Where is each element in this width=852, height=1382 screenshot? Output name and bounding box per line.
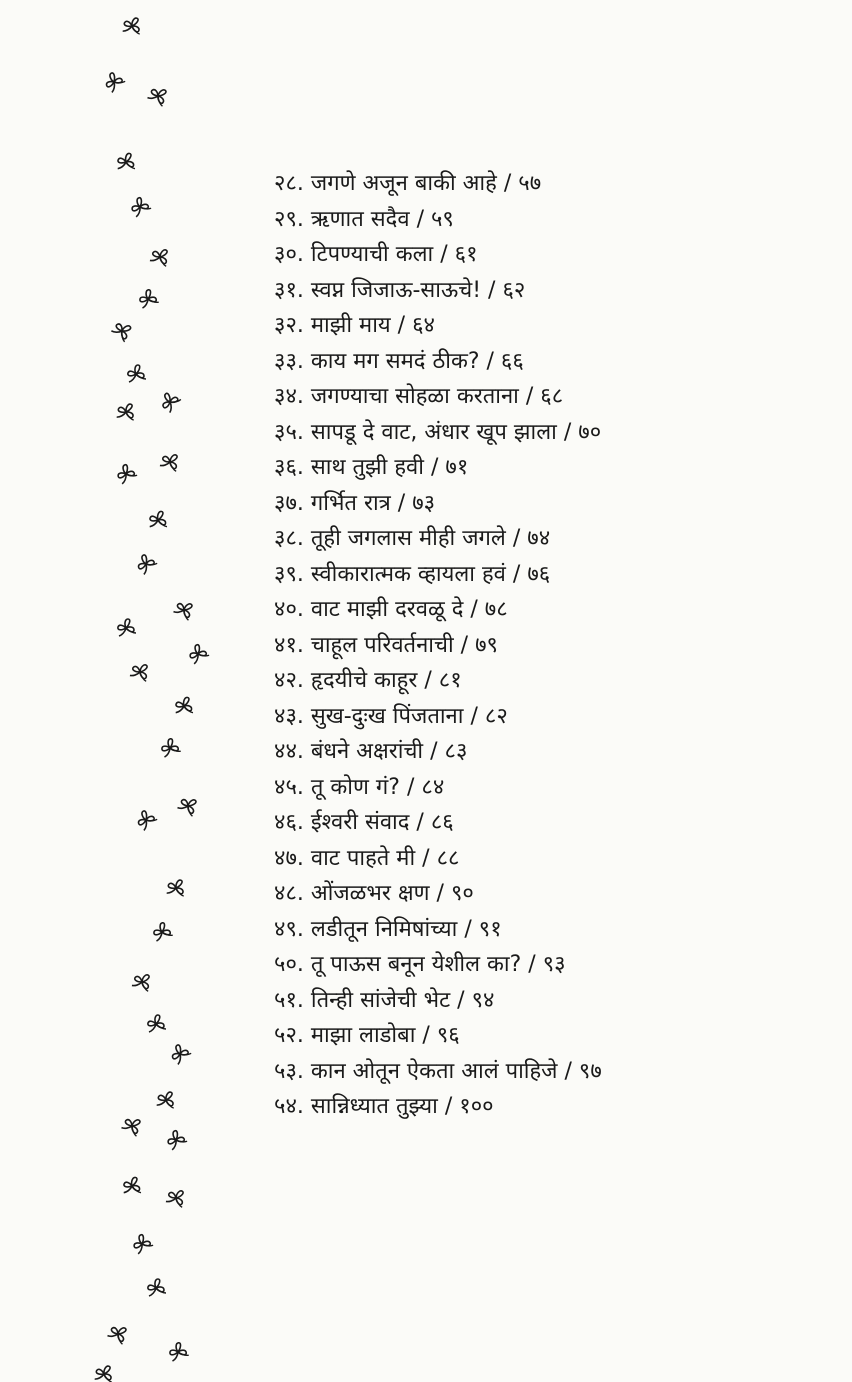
floral-sprig-icon <box>175 696 196 716</box>
toc-entry-page: ७८ <box>484 597 508 622</box>
toc-entry-title: तूही जगलास मीही जगले <box>310 526 506 551</box>
toc-entry-page: ६१ <box>454 242 478 267</box>
toc-entry-page: ६८ <box>540 384 564 409</box>
toc-entry-title: कान ओतून ऐकता आलं पाहिजे <box>310 1058 558 1084</box>
toc-entry-page: ९१ <box>478 916 502 942</box>
floral-sprig-icon <box>165 1128 188 1150</box>
toc-entry-title: सान्निध्यात तुझ्या <box>310 1094 438 1119</box>
toc-entry-number: ३८. <box>274 526 304 551</box>
floral-sprig-icon <box>168 1341 189 1361</box>
floral-sprig-icon <box>148 1279 166 1296</box>
floral-sprig-icon <box>165 1186 189 1210</box>
toc-entry-number: ४६. <box>274 810 304 835</box>
floral-sprig-icon <box>156 1089 179 1111</box>
toc-entry-title: वाट माझी दरवळू दे <box>310 597 464 622</box>
toc-entry-title: तू पाऊस बनून येशील का? <box>310 952 522 977</box>
toc-entry-number: ४५. <box>274 774 304 800</box>
toc-entry: ४३. सुख-दुःख पिंजताना / ८२ <box>274 703 508 729</box>
toc-entry-number: ४२. <box>274 668 304 693</box>
floral-sprig-icon <box>166 877 189 899</box>
toc-entry-number: ४९. <box>274 916 304 942</box>
toc-entry-number: ५४. <box>274 1094 304 1119</box>
toc-entry-page: १०० <box>459 1094 494 1119</box>
toc-entry-title: बंधने अक्षरांची <box>310 739 424 764</box>
floral-sprig-icon <box>173 598 198 623</box>
toc-entry: ४४. बंधने अक्षरांची / ८३ <box>274 739 468 764</box>
floral-sprig-icon <box>159 450 183 474</box>
toc-entry-page: ८३ <box>444 739 468 764</box>
toc-entry-title: माझी माय <box>310 313 391 338</box>
toc-entry-title: सापडू दे वाट, अंधार खूप झाला <box>310 419 557 445</box>
floral-sprig-icon <box>148 1015 166 1032</box>
toc-entry-title: ओंजळभर क्षण <box>310 881 430 906</box>
toc-entry-page: ९३ <box>542 952 566 977</box>
floral-sprig-icon <box>138 288 159 308</box>
floral-sprig-icon <box>147 84 172 109</box>
toc-entry-page: ५९ <box>430 206 454 232</box>
toc-entry-page: ८४ <box>421 774 445 800</box>
toc-entry-number: ५१. <box>274 987 304 1013</box>
toc-entry-title: ऋणात सदैव <box>310 206 410 232</box>
toc-entry: ३१. स्वप्न जिजाऊ-साऊचे! / ६२ <box>274 277 526 303</box>
toc-entry-title: जगण्याचा सोहळा करताना <box>310 384 519 409</box>
toc-entry-page: ९४ <box>471 987 495 1013</box>
toc-entry: ३३. काय मग समदं ठीक? / ६६ <box>274 348 524 374</box>
toc-entry: ४१. चाहूल परिवर्तनाची / ७९ <box>274 632 498 658</box>
toc-entry-page: ८८ <box>436 845 460 871</box>
toc-entry-number: ३३. <box>274 348 304 374</box>
toc-entry-number: ३९. <box>274 561 304 587</box>
toc-entry-number: ४१. <box>274 632 304 658</box>
toc-entry: ३६. साथ तुझी हवी / ७१ <box>274 455 469 480</box>
toc-entry-number: ३५. <box>274 419 304 445</box>
floral-sprig-icon <box>129 660 153 684</box>
floral-sprig-icon <box>128 365 146 382</box>
floral-sprig-icon <box>134 807 158 831</box>
toc-entry-page: ६६ <box>500 348 524 374</box>
toc-entry-number: २८. <box>274 171 304 196</box>
floral-sprig-icon <box>131 1232 154 1254</box>
table-of-contents <box>274 166 602 1125</box>
floral-sprig-icon <box>129 195 152 217</box>
toc-entry-title: वाट पाहते मी <box>310 845 416 871</box>
toc-entry-page: ९७ <box>578 1058 602 1084</box>
floral-sprig-icon <box>123 1176 144 1196</box>
floral-sprig-icon <box>94 1363 117 1382</box>
toc-entry-title: सुख-दुःख पिंजताना <box>310 703 464 729</box>
toc-entry-title: स्वीकारात्मक व्हायला हवं <box>310 561 506 587</box>
toc-entry-number: ५२. <box>274 1023 304 1048</box>
toc-entry-number: ३६. <box>274 455 304 480</box>
toc-entry: ४२. हृदयीचे काहूर / ८१ <box>274 668 462 693</box>
toc-entry: ३९. स्वीकारात्मक व्हायला हवं / ७६ <box>274 561 551 587</box>
toc-entry-number: ३७. <box>274 490 304 516</box>
floral-sprig-icon <box>152 921 173 941</box>
floral-sprig-icon <box>168 1041 192 1065</box>
toc-entry-number: ४४. <box>274 739 304 764</box>
toc-entry-number: ४३. <box>274 703 304 729</box>
toc-entry: ५२. माझा लाडोबा / ९६ <box>274 1023 460 1048</box>
toc-entry-page: ७६ <box>527 561 551 587</box>
toc-entry: ४६. ईश्वरी संवाद / ८६ <box>274 810 454 835</box>
toc-entry-page: ९० <box>450 881 474 906</box>
toc-entry: २८. जगणे अजून बाकी आहे / ५७ <box>274 171 542 196</box>
toc-entry: ३४. जगण्याचा सोहळा करताना / ६८ <box>274 384 564 409</box>
toc-entry: ५३. कान ओतून ऐकता आलं पाहिजे / ९७ <box>274 1058 602 1084</box>
floral-sprig-icon <box>121 1114 146 1139</box>
floral-sprig-icon <box>116 401 139 423</box>
toc-entry-number: २९. <box>274 206 304 232</box>
toc-entry-page: ७१ <box>445 455 469 480</box>
toc-entry: ४८. ओंजळभर क्षण / ९० <box>274 881 474 906</box>
toc-entry-number: ३४. <box>274 384 304 409</box>
toc-entry: ३७. गर्भित रात्र / ७३ <box>274 490 436 516</box>
floral-sprig-icon <box>107 1322 132 1347</box>
toc-entry-title: जगणे अजून बाकी आहे <box>310 171 497 196</box>
toc-entry: ५४. सान्निध्यात तुझ्या / १०० <box>274 1094 494 1119</box>
floral-sprig-icon <box>102 69 126 93</box>
floral-sprig-icon <box>111 319 136 344</box>
toc-entry-number: ३१. <box>274 277 304 303</box>
toc-entry: ५१. तिन्ही सांजेची भेट / ९४ <box>274 987 495 1013</box>
toc-entry: ३०. टिपण्याची कला / ६१ <box>274 242 478 267</box>
floral-sprig-icon <box>131 970 155 994</box>
floral-sprig-icon <box>115 462 138 484</box>
floral-sprig-icon <box>149 245 173 269</box>
toc-entry-title: काय मग समदं ठीक? <box>310 348 480 374</box>
toc-entry-title: हृदयीचे काहूर <box>310 668 418 693</box>
toc-entry-title: ईश्वरी संवाद <box>310 810 410 835</box>
floral-sprig-icon <box>177 794 202 819</box>
toc-entry-title: चाहूल परिवर्तनाची <box>310 632 454 658</box>
floral-sprig-icon <box>118 619 136 636</box>
floral-sprig-icon <box>160 737 181 757</box>
toc-entry-title: तू कोण गं? <box>310 774 400 800</box>
toc-entry-title: लडीतून निमिषांच्या <box>310 916 458 942</box>
toc-entry-page: ६४ <box>412 313 435 338</box>
toc-entry-number: ५०. <box>274 952 304 977</box>
toc-entry-page: ८१ <box>438 668 462 693</box>
toc-entry-page: ७३ <box>412 490 436 516</box>
toc-entry-number: ४७. <box>274 845 304 871</box>
toc-entry: ३५. सापडू दे वाट, अंधार खूप झाला / ७० <box>274 419 602 445</box>
toc-entry: ४५. तू कोण गं? / ८४ <box>274 774 445 800</box>
toc-entry-page: ५७ <box>518 171 542 196</box>
floral-sprig-icon <box>134 551 158 575</box>
toc-entry-page: ८२ <box>484 703 508 729</box>
toc-entry-number: ५३. <box>274 1058 304 1084</box>
toc-entry-page: ७० <box>578 419 602 445</box>
toc-entry: ५०. तू पाऊस बनून येशील का? / ९३ <box>274 952 566 977</box>
toc-entry: ४९. लडीतून निमिषांच्या / ९१ <box>274 916 502 942</box>
toc-entry-page: ८६ <box>430 810 454 835</box>
toc-entry: ३८. तूही जगलास मीही जगले / ७४ <box>274 526 551 551</box>
toc-entry-title: साथ तुझी हवी <box>310 455 424 480</box>
toc-entry-page: ९६ <box>436 1023 460 1048</box>
toc-entry-number: ३०. <box>274 242 304 267</box>
toc-entry: २९. ऋणात सदैव / ५९ <box>274 206 454 232</box>
toc-entry: ४०. वाट माझी दरवळू दे / ७८ <box>274 597 508 622</box>
floral-sprig-icon <box>187 642 210 664</box>
toc-entry-page: ७९ <box>475 632 498 658</box>
floral-sprig-icon <box>158 389 183 414</box>
floral-sprig-icon <box>149 510 170 530</box>
toc-entry-title: टिपण्याची कला <box>310 242 434 267</box>
toc-entry-page: ६२ <box>502 277 526 303</box>
toc-entry-title: गर्भित रात्र <box>310 490 391 516</box>
floral-sprig-icon <box>117 152 138 172</box>
toc-entry-title: तिन्ही सांजेची भेट <box>310 987 451 1013</box>
toc-entry-title: माझा लाडोबा <box>310 1023 416 1048</box>
toc-entry: ३२. माझी माय / ६४ <box>274 313 435 338</box>
toc-entry-number: ४०. <box>274 597 304 622</box>
toc-entry-page: ७४ <box>527 526 551 551</box>
floral-sprig-icon <box>122 15 145 37</box>
toc-entry: ४७. वाट पाहते मी / ८८ <box>274 845 460 871</box>
toc-entry-number: ४८. <box>274 881 304 906</box>
toc-entry-title: स्वप्न जिजाऊ-साऊचे! <box>310 277 482 303</box>
toc-entry-number: ३२. <box>274 313 304 338</box>
